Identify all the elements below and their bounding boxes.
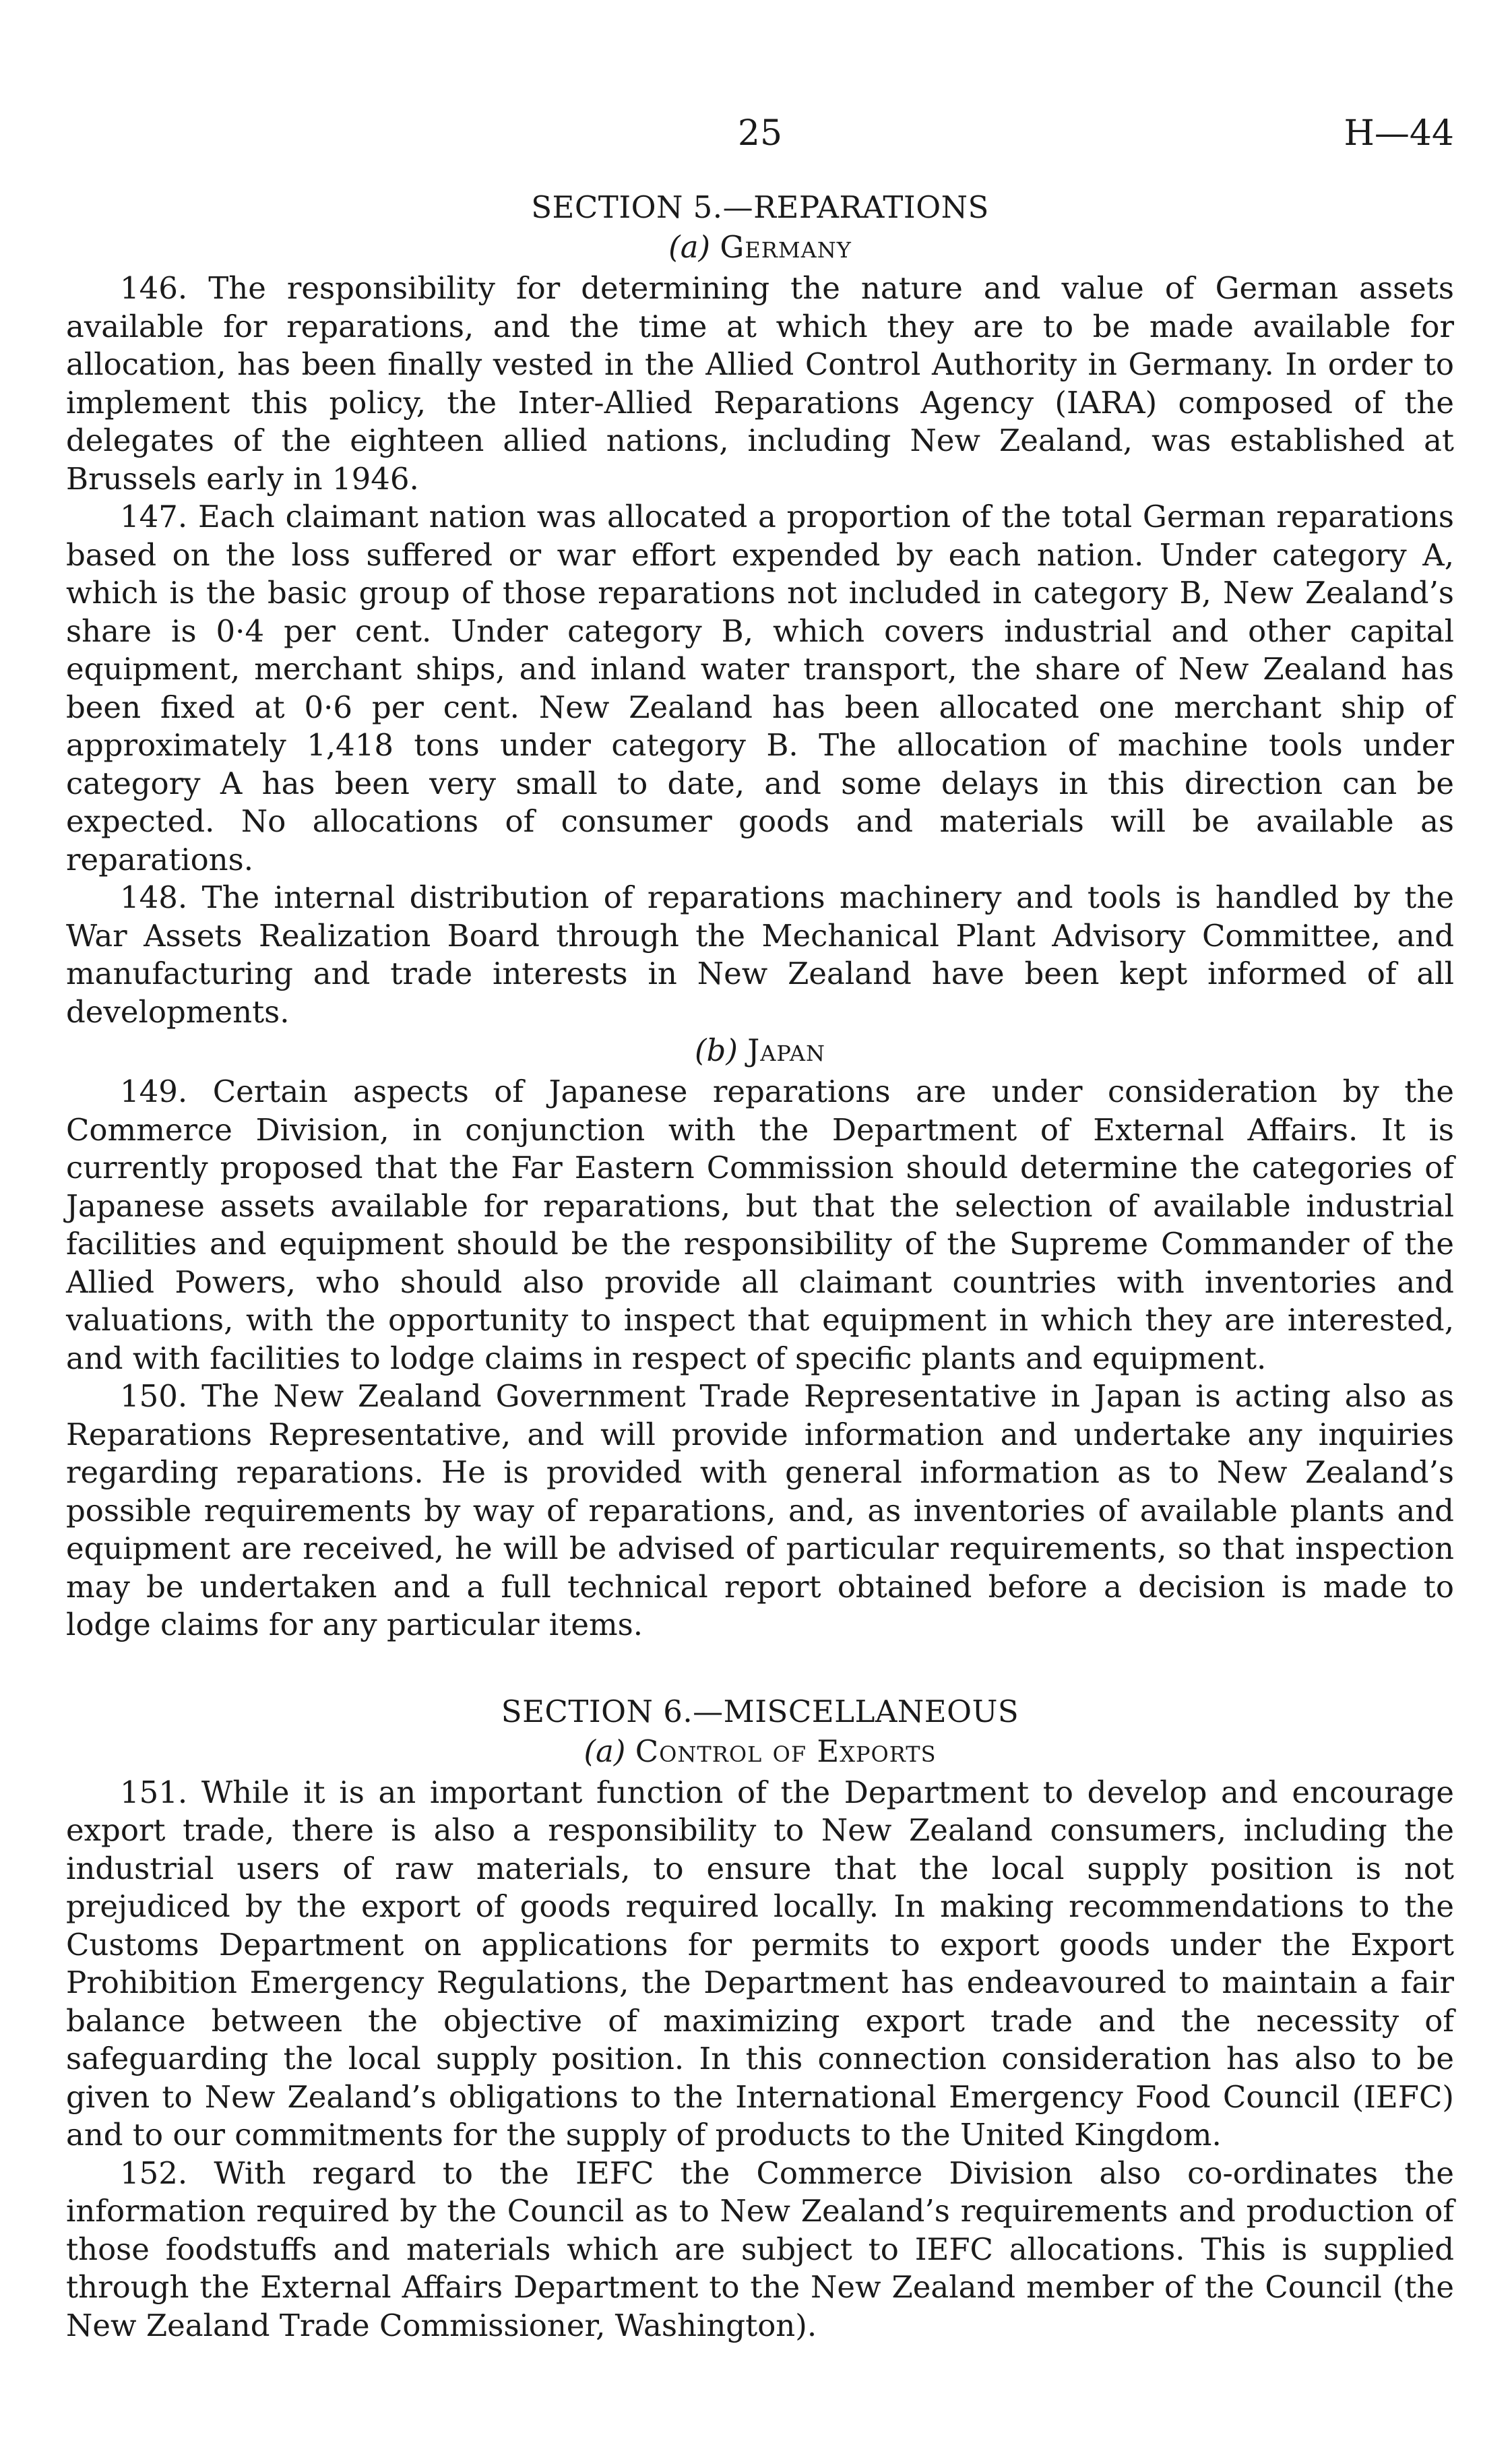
- subsection-label: (a): [584, 1733, 626, 1769]
- subsection-label: (b): [694, 1032, 738, 1068]
- document-page: [66, 0, 1454, 2437]
- subsection-heading: [66, 1031, 1454, 1070]
- section-reparations: [66, 187, 1454, 1644]
- section-spacer: [66, 1644, 1454, 1692]
- paragraph-149: 149. Certain aspects of Japanese reparations are under consideration by the Commerce Division, in conjunction with the Department of External Affairs. It is currently proposed that the Far Eastern Commission should determine the categories of Japanese assets available for reparations, but that the selection of available industrial facilities and equipment should be the responsibility of the Supreme Commander of the Allied Powers, who should also provide all claimant countries with inventories and valuations, with the opportunity to inspect that equipment in which they are interested, and with facilities to lodge claims in respect of specific plants and equipment.: [66, 1074, 1454, 1376]
- paragraph-148: 148. The internal distribution of reparations machinery and tools is handled by the War Assets Realization Board through the Mechanical Plant Advisory Committee, and manufacturing and trade interests in New Zealand have been kept informed of all developments.: [66, 880, 1454, 1030]
- section-title: SECTION 6.—MISCELLANEOUS: [501, 1693, 1019, 1729]
- paragraph-146: 146. The responsibility for determining the nature and value of German assets available for reparations, and the time at which they are to be made available for allocation, has been finally vested in the Allied Control Authority in Germany. In order to implement this policy, the Inter-Allied Reparations Agency (IARA) composed of the delegates of the eighteen allied nations, including New Zealand, was established at Brussels early in 1946.: [66, 270, 1454, 497]
- subsection-heading: [66, 228, 1454, 267]
- page-number: 25: [737, 113, 783, 154]
- subsection-japan: [66, 1031, 1454, 1644]
- page-header: [66, 113, 1454, 160]
- subsection-label: (a): [668, 229, 711, 265]
- paragraph-151: 151. While it is an important function of the Department to develop and encourage export trade, there is also a responsibility to New Zealand consumers, including the industrial users of raw materials, to ensure that the local supply position is not prejudiced by the export of goods required locally. In making recommendations to the Customs Department on applications for permits to export goods under the Export Prohibition Emergency Regulations, the Department has endeavoured to maintain a fair balance between the objective of maximizing export trade and the necessity of safeguarding the local supply position. In this connection consideration has also to be given to New Zealand’s obligations to the International Emergency Food Council (IEFC) and to our commitments for the supply of products to the United Kingdom.: [66, 1774, 1454, 2153]
- paragraph-147: 147. Each claimant nation was allocated a proportion of the total German reparations based on the loss suffered or war effort expended by each nation. Under category A, which is the basic group of those reparations not included in category B, New Zealand’s share is 0·4 per cent. Under category B, which covers industrial and other capital equipment, merchant ships, and inland water transport, the share of New Zealand has been fixed at 0·6 per cent. New Zealand has been allocated one merchant ship of approximately 1,418 tons under category B. The allocation of machine tools under category A has been very small to date, and some delays in this direction can be expected. No allocations of consumer goods and materials will be available as reparations.: [66, 499, 1454, 877]
- subsection-germany: [66, 228, 1454, 1031]
- subsection-heading: [66, 1732, 1454, 1771]
- subsection-control-of-exports: [66, 1732, 1454, 2345]
- section-miscellaneous: [66, 1692, 1454, 2345]
- section-title: SECTION 5.—REPARATIONS: [531, 189, 989, 225]
- subsection-heading-text: Japan: [747, 1032, 826, 1068]
- document-reference: H—44: [1344, 113, 1454, 154]
- subsection-heading-text: Germany: [720, 229, 852, 265]
- paragraph-152: 152. With regard to the IEFC the Commerce Division also co-ordinates the information required by the Council as to New Zealand’s requirements and production of those foodstuffs and materials which are subject to IEFC allocations. This is supplied through the External Affairs Department to the New Zealand member of the Council (the New Zealand Trade Commissioner, Washington).: [66, 2155, 1454, 2343]
- paragraph-150: 150. The New Zealand Government Trade Representative in Japan is acting also as Reparations Representative, and will provide information and undertake any inquiries regarding reparations. He is provided with general information as to New Zealand’s possible requirements by way of reparations, and, as inventories of available plants and equipment are received, he will be advised of particular requirements, so that inspection may be undertaken and a full technical report obtained before a decision is made to lodge claims for any particular items.: [66, 1378, 1454, 1642]
- page-content: [66, 187, 1454, 2345]
- subsection-heading-text: Control of Exports: [635, 1733, 937, 1769]
